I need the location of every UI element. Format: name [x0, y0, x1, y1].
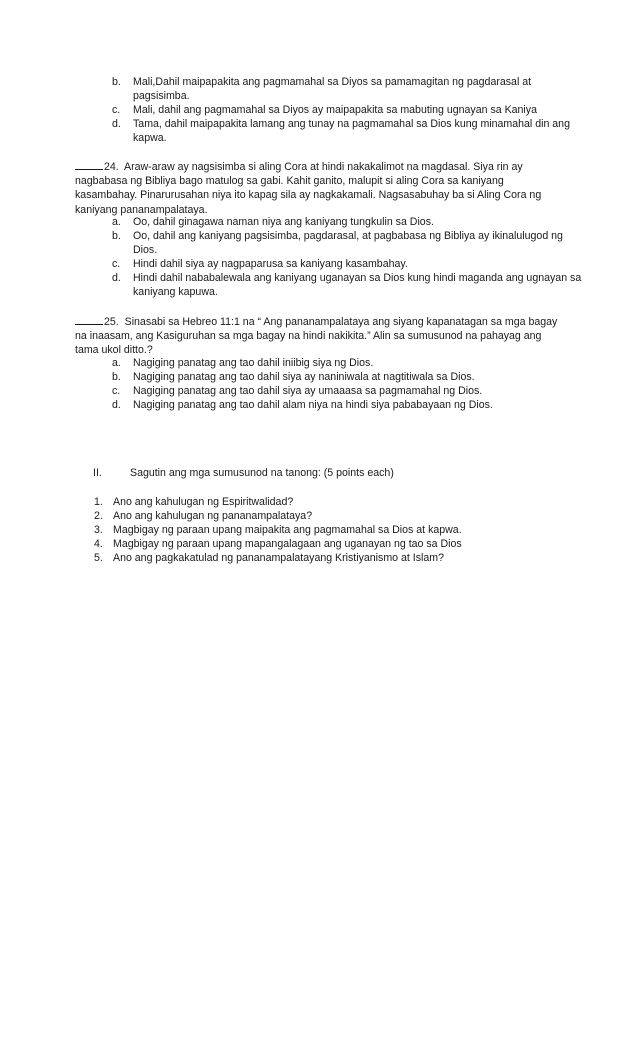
item-number: 3.: [94, 524, 103, 536]
item-text: Ano ang kahulugan ng pananampalataya?: [113, 510, 313, 522]
item-number: 4.: [94, 538, 103, 550]
option-letter: a.: [112, 357, 121, 369]
q24-option-a: [112, 215, 582, 229]
q24-option-b: [112, 229, 582, 257]
question-item: [94, 523, 574, 537]
option-letter: d.: [112, 272, 121, 284]
section-2-heading: [93, 466, 493, 480]
option-text: Nagiging panatag ang tao dahil alam niya na hindi siya pababayaan ng Dios.: [133, 399, 493, 411]
option-letter: c.: [112, 258, 121, 270]
q23-option-c: [112, 103, 582, 117]
item-text: Magbigay ng paraan upang mapangalagaan ang uganayan ng tao sa Dios: [113, 538, 462, 550]
question-text: Araw-araw ay nagsisimba si aling Cora at hindi nakakalimot na magdasal. Siya rin ay nagbabasa ng Bibliya bago matulog sa gabi. Kahit ganito, malupit si aling Cora sa kaniyang kasambahay. Pinarurusahan niya ito kapag sila ay nagkakamali. Nagsasabuhay ba si Aling Cora ng kaniyang pananampalataya.: [75, 161, 542, 216]
item-number: 1.: [94, 496, 103, 508]
section-title: Sagutin ang mga sumusunod na tanong: (5 points each): [130, 467, 394, 479]
section-number: II.: [93, 467, 102, 479]
question-text: Sinasabi sa Hebreo 11:1 na “ Ang pananampalataya ang siyang kapanatagan sa mga bagay na inaasam, ang Kasiguruhan sa mga bagay na hindi nakikita.” Alin sa sumusunod na pahayag ang tama ukol ditto.?: [75, 316, 558, 357]
q25-option-c: [112, 384, 582, 398]
item-text: Ano ang pagkakatulad ng pananampalatayang Kristiyanismo at Islam?: [113, 552, 444, 564]
option-text: Nagiging panatag ang tao dahil iniibig siya ng Dios.: [133, 357, 374, 369]
option-letter: b.: [112, 76, 121, 88]
q25-option-d: [112, 398, 582, 412]
option-letter: c.: [112, 104, 121, 116]
q23-option-b: [112, 75, 582, 103]
option-text: Tama, dahil maipapakita lamang ang tunay na pagmamahal sa Dios kung minamahal din ang kapwa.: [133, 118, 570, 145]
item-text: Ano ang kahulugan ng Espiritwalidad?: [113, 496, 294, 508]
question-item: [94, 495, 574, 509]
option-letter: b.: [112, 371, 121, 383]
question-number: 25.: [104, 316, 119, 328]
q25-option-a: [112, 356, 582, 370]
question-24: [75, 158, 565, 217]
option-text: Hindi dahil siya ay nagpaparusa sa kaniyang kasambahay.: [133, 258, 408, 270]
option-letter: a.: [112, 216, 121, 228]
option-text: Mali,Dahil maipapakita ang pagmamahal sa Diyos sa pamamagitan ng pagdarasal at pagsisimba.: [133, 76, 532, 103]
answer-blank[interactable]: [75, 158, 103, 170]
q24-option-c: [112, 257, 582, 271]
option-letter: d.: [112, 118, 121, 130]
item-number: 5.: [94, 552, 103, 564]
question-item: [94, 509, 574, 523]
option-text: Mali, dahil ang pagmamahal sa Diyos ay maipapakita sa mabuting ugnayan sa Kaniya: [133, 104, 537, 116]
answer-blank[interactable]: [75, 313, 103, 325]
q25-option-b: [112, 370, 582, 384]
question-item: [94, 537, 574, 551]
q24-option-d: [112, 271, 582, 299]
option-text: Oo, dahil ginagawa naman niya ang kaniyang tungkulin sa Dios.: [133, 216, 434, 228]
option-text: Nagiging panatag ang tao dahil siya ay naniniwala at nagtitiwala sa Dios.: [133, 371, 475, 383]
option-text: Hindi dahil nababalewala ang kaniyang uganayan sa Dios kung hindi maganda ang ugnayan sa kaniyang kapuwa.: [133, 272, 582, 299]
option-text: Oo, dahil ang kaniyang pagsisimba, pagdarasal, at pagbabasa ng Bibliya ay ikinalulugod ng Dios.: [133, 230, 563, 257]
option-letter: c.: [112, 385, 121, 397]
option-letter: b.: [112, 230, 121, 242]
q23-option-d: [112, 117, 582, 145]
question-25: [75, 313, 565, 358]
option-text: Nagiging panatag ang tao dahil siya ay umaaasa sa pagmamahal ng Dios.: [133, 385, 483, 397]
item-number: 2.: [94, 510, 103, 522]
option-letter: d.: [112, 399, 121, 411]
question-number: 24.: [104, 161, 119, 173]
question-item: [94, 551, 574, 565]
item-text: Magbigay ng paraan upang maipakita ang pagmamahal sa Dios at kapwa.: [113, 524, 462, 536]
